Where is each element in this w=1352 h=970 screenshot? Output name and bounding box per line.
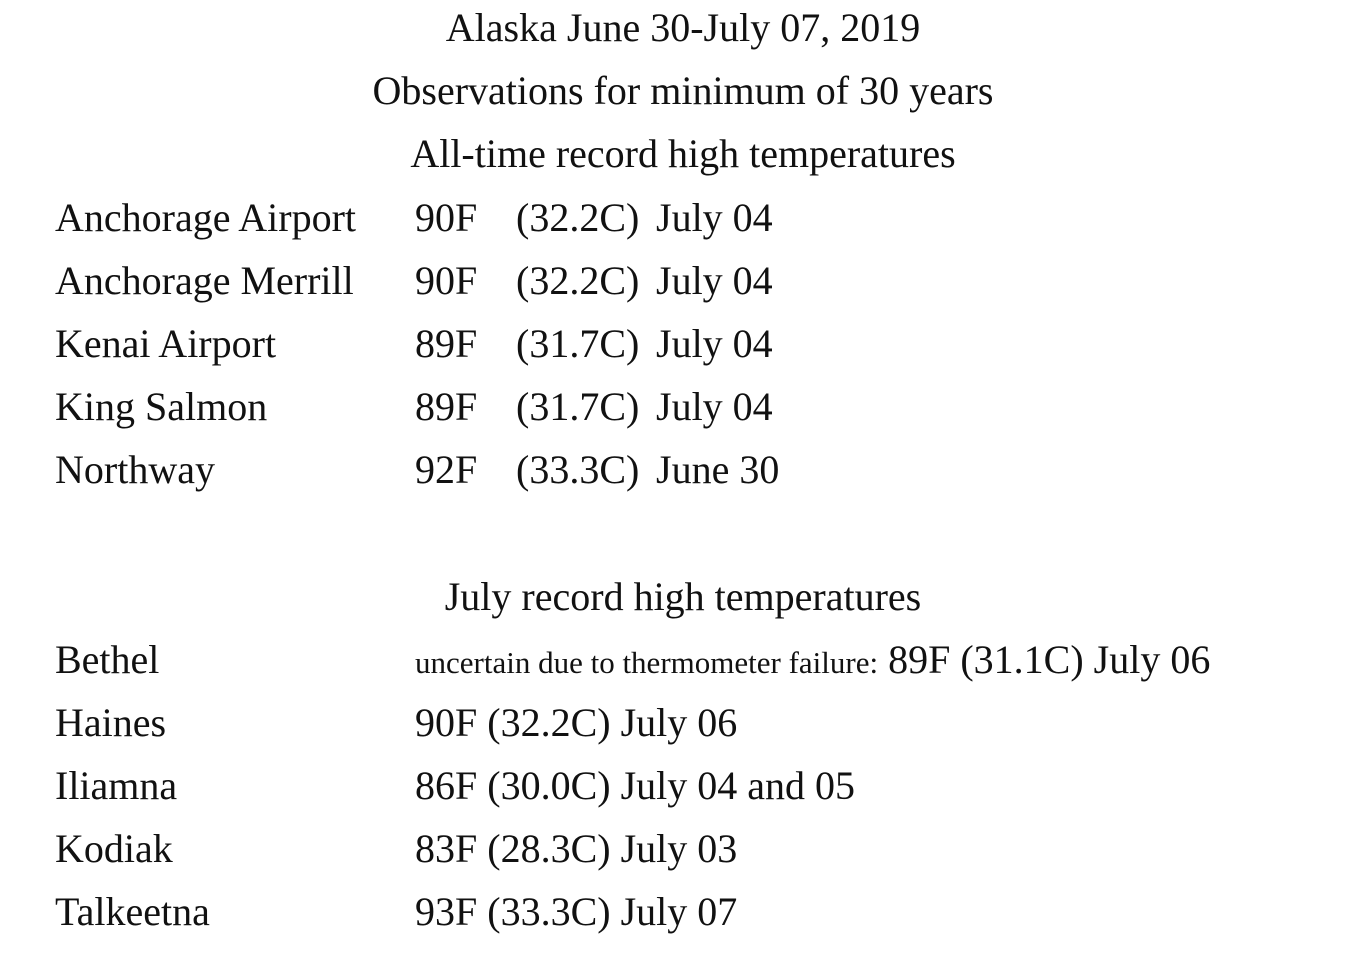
all-time-row: [0, 320, 1352, 376]
july-row: [0, 888, 1352, 944]
all-time-section-heading: All-time record high temperatures: [410, 131, 956, 176]
record-reading: 93F (33.3C) July 07: [415, 889, 738, 934]
station-name: Northway: [55, 447, 215, 492]
station-name: Talkeetna: [55, 889, 210, 934]
all-time-row: [0, 446, 1352, 502]
station-name: Anchorage Merrill: [55, 258, 354, 303]
station-name: Iliamna: [55, 763, 178, 808]
station-name: Kenai Airport: [55, 321, 277, 366]
temp-fahrenheit: 92F: [415, 447, 478, 492]
temp-fahrenheit: 90F: [415, 195, 478, 240]
station-name: Haines: [55, 700, 167, 745]
temp-fahrenheit: 90F: [415, 258, 478, 303]
july-row: [0, 762, 1352, 818]
record-date: July 04: [656, 258, 773, 303]
temp-celsius: (31.7C): [516, 384, 640, 429]
july-row: [0, 699, 1352, 755]
record-date: July 04: [656, 321, 773, 366]
temp-fahrenheit: 89F: [415, 321, 478, 366]
station-name: Bethel: [55, 637, 160, 682]
temp-celsius: (32.2C): [516, 258, 640, 303]
july-row: [0, 636, 1352, 692]
station-name: Anchorage Airport: [55, 195, 357, 240]
station-name: Kodiak: [55, 826, 173, 871]
temp-celsius: (31.7C): [516, 321, 640, 366]
record-reading: 86F (30.0C) July 04 and 05: [415, 763, 855, 808]
record-note: uncertain due to thermometer failure:: [415, 645, 879, 680]
page-subtitle: Observations for minimum of 30 years: [372, 68, 994, 113]
record-date: July 04: [656, 195, 773, 240]
temp-celsius: (33.3C): [516, 447, 640, 492]
station-name: King Salmon: [55, 384, 268, 429]
all-time-row: [0, 383, 1352, 439]
all-time-row: [0, 257, 1352, 313]
record-reading: 83F (28.3C) July 03: [415, 826, 738, 871]
page-title: Alaska June 30-July 07, 2019: [445, 5, 921, 50]
record-date: July 04: [656, 384, 773, 429]
record-reading: 89F (31.1C) July 06: [888, 637, 1211, 682]
record-reading: 90F (32.2C) July 06: [415, 700, 738, 745]
record-date: June 30: [656, 447, 780, 492]
july-row: [0, 825, 1352, 881]
record-value: [415, 636, 1210, 687]
all-time-row: [0, 194, 1352, 250]
temp-fahrenheit: 89F: [415, 384, 478, 429]
july-section-heading: July record high temperatures: [444, 574, 922, 619]
temp-celsius: (32.2C): [516, 195, 640, 240]
